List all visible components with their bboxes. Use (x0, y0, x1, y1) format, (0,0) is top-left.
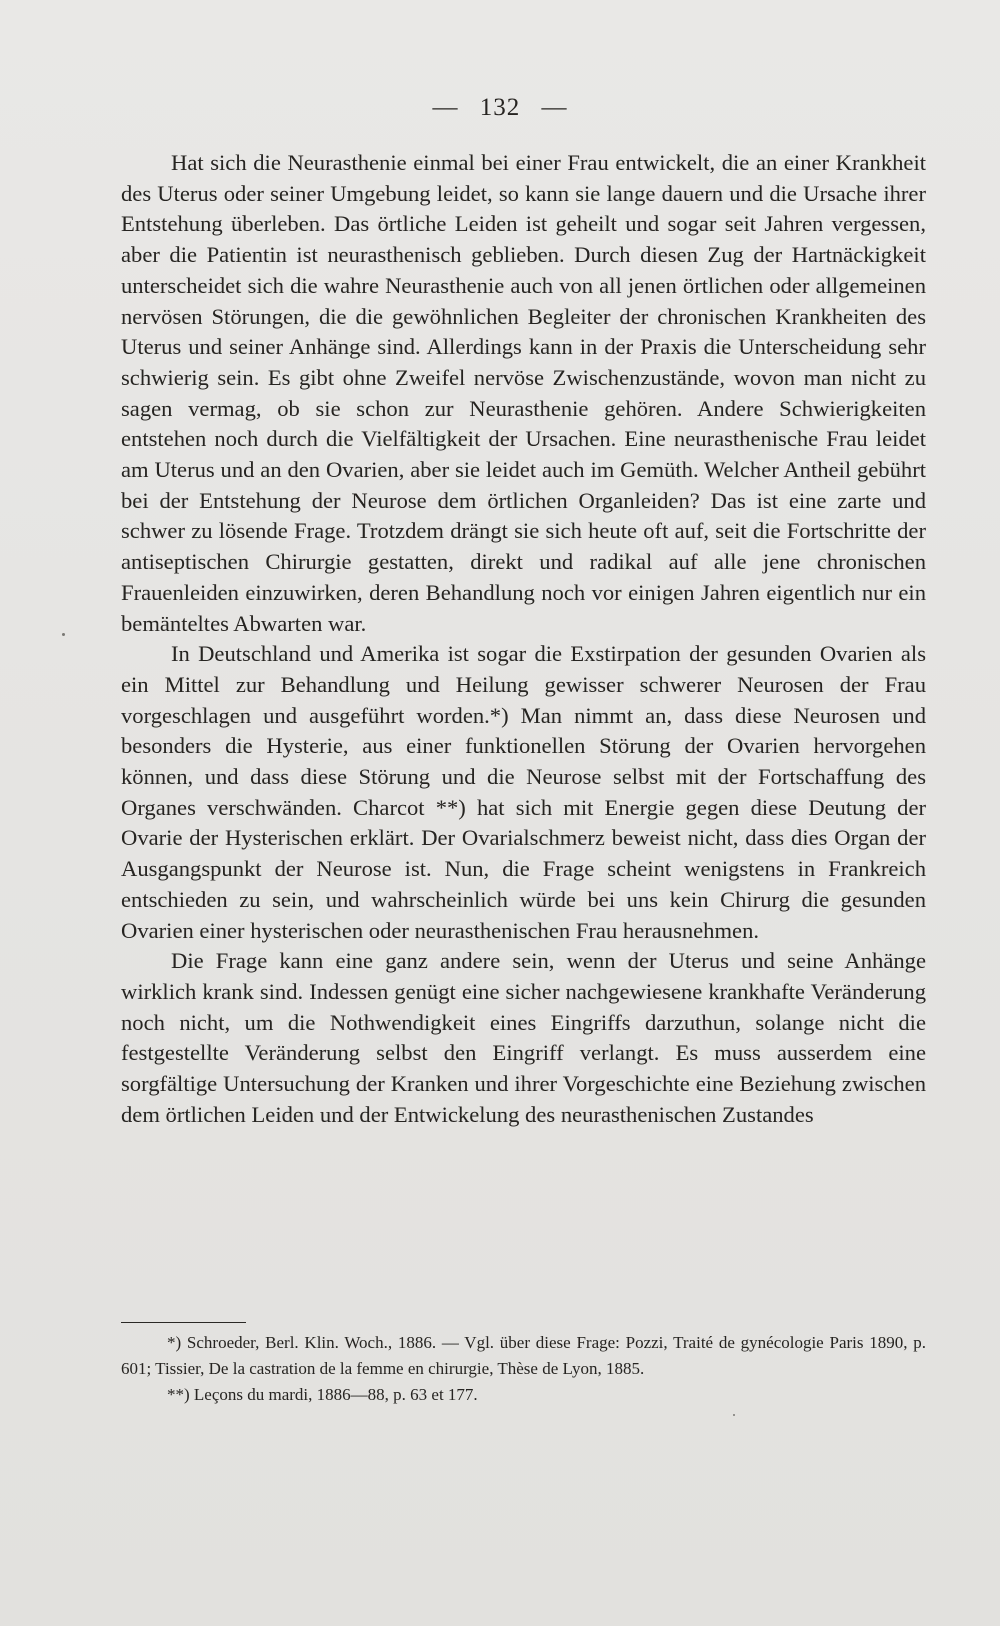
page-number: — 132 — (432, 94, 568, 121)
footnote-1: *) Schroeder, Berl. Klin. Woch., 1886. — Vgl. über diese Frage: Pozzi, Traité de gynécologie Paris 1890, p. 601; Tissier, De la castration de la femme en chirurgie, Thèse de Lyon, 1885. (121, 1333, 926, 1378)
footnote-divider (121, 1322, 246, 1323)
footnotes (121, 1330, 926, 1408)
paragraph-2: In Deutschland und Amerika ist sogar die Exstirpation der gesunden Ovarien als ein Mittel zur Behandlung und Heilung gewisser schwerer Neurosen der Frau vorgeschlagen und ausgeführt worden.*) Man nimmt an, dass diese Neurosen und besonders die Hysterie, aus einer funktionellen Störung der Ovarien hervorgehen können, und dass diese Störung und die Neurose selbst mit der Fortschaffung des Organes verschwänden. Charcot **) hat sich mit Energie gegen diese Deutung der Ovarie der Hysterischen erklärt. Der Ovarialschmerz beweist nicht, dass dies Organ der Ausgangspunkt der Neurose ist. Nun, die Frage scheint wenigstens in Frankreich entschieden zu sein, und wahrscheinlich würde bei uns kein Chirurg die gesunden Ovarien einer hysterischen oder neurasthenischen Frau herausnehmen. (121, 641, 926, 943)
footnote-2: **) Leçons du mardi, 1886—88, p. 63 et 177. (167, 1385, 478, 1404)
paragraph-1: Hat sich die Neurasthenie einmal bei einer Frau entwickelt, die an einer Krankheit des Uterus oder seiner Umgebung leidet, so kann sie lange dauern und die Ursache ihrer Entstehung überleben. Das örtliche Leiden ist geheilt und sogar seit Jahren vergessen, aber die Patientin ist neurasthenisch geblieben. Durch diesen Zug der Hartnäckigkeit unterscheidet sich die wahre Neurasthenie auch von all jenen örtlichen oder allgemeinen nervösen Störungen, die die gewöhnlichen Begleiter der chronischen Krankheiten des Uterus und seiner Anhänge sind. Allerdings kann in der Praxis die Unterscheidung sehr schwierig sein. Es gibt ohne Zweifel nervöse Zwischenzustände, wovon man nicht zu sagen vermag, ob sie schon zur Neurasthenie gehören. Andere Schwierigkeiten entstehen noch durch die Vielfältigkeit der Ursachen. Eine neurasthenische Frau leidet am Uterus und an den Ovarien, aber sie leidet auch im Gemüth. Welcher Antheil gebührt bei der Entstehung der Neurose dem örtlichen Organleiden? Das ist eine zarte und schwer zu lösende Frage. Trotzdem drängt sie sich heute oft auf, seit die Fortschritte der antiseptischen Chirurgie gestatten, direkt und radikal auf alle jene chronischen Frauenleiden einzuwirken, deren Behandlung noch vor einigen Jahren eigentlich nur ein bemänteltes Abwarten war. (121, 150, 926, 636)
paper-speck (733, 1414, 735, 1416)
paper-speck (62, 633, 65, 636)
main-text (121, 148, 926, 1131)
paragraph-3: Die Frage kann eine ganz andere sein, wenn der Uterus und seine Anhänge wirklich krank sind. Indessen genügt eine sicher nachgewiesene krankhafte Veränderung noch nicht, um die Nothwendigkeit eines Eingriffs darzuthun, solange nicht die festgestellte Veränderung selbst den Eingriff verlangt. Es muss ausserdem eine sorgfältige Untersuchung der Kranken und ihrer Vorgeschichte eine Beziehung zwischen dem örtlichen Leiden und der Entwickelung des neurasthenischen Zustandes (121, 948, 926, 1127)
